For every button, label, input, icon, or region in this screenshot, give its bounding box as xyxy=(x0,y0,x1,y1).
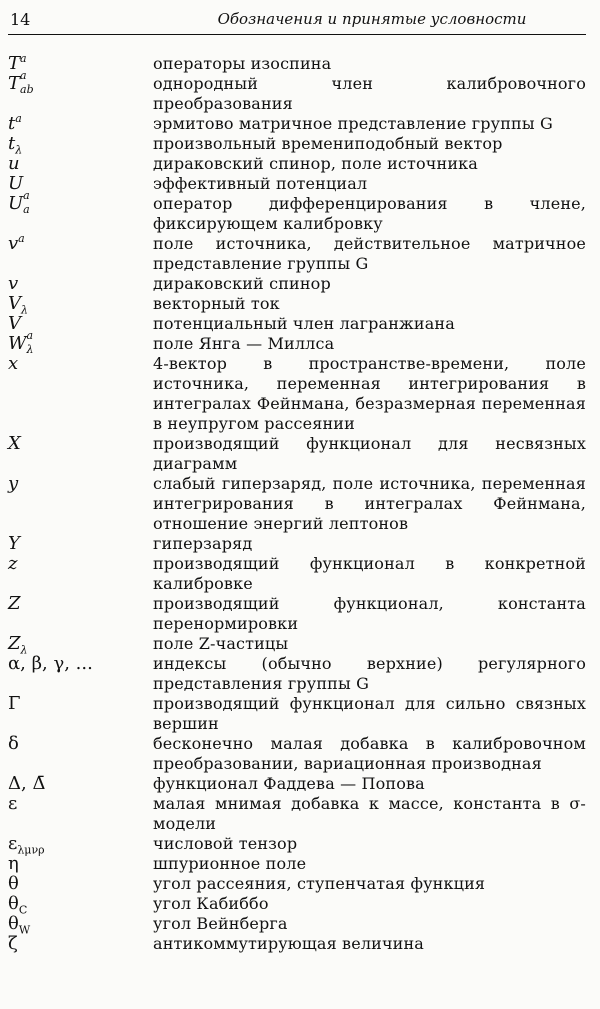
symbol-base: t xyxy=(8,113,16,134)
notation-symbol xyxy=(8,54,153,74)
notation-symbol xyxy=(8,774,153,794)
symbol-indices xyxy=(26,329,41,356)
notation-symbol xyxy=(8,633,153,657)
symbol-base: t xyxy=(8,133,16,154)
symbol-subscript: λ xyxy=(15,143,23,157)
notation-symbol xyxy=(8,154,153,174)
notation-description: оператор дифференцирования в члене, фиксирующем калибровку xyxy=(153,194,586,233)
notation-description: поле источника, действительное матричное представление группы G xyxy=(153,234,586,273)
notation-description: однородный член калибровочного преобразования xyxy=(153,74,586,113)
notation-entry xyxy=(8,314,586,334)
notation-symbol xyxy=(8,913,153,937)
notation-entry xyxy=(8,833,586,857)
symbol-subscript: λ xyxy=(21,303,28,317)
symbol-base: θ xyxy=(8,873,19,894)
symbol-base: Z xyxy=(8,633,21,654)
symbol-base: U xyxy=(8,173,24,194)
notation-entry xyxy=(8,133,586,157)
notation-description: производящий функционал в конкретной калибровке xyxy=(153,554,586,593)
notation-symbol xyxy=(8,189,153,216)
notation-description: антикоммутирующая величина xyxy=(153,934,425,953)
notation-entry xyxy=(8,54,586,74)
notation-symbol xyxy=(8,694,153,714)
notation-symbol xyxy=(8,234,153,254)
symbol-base: Γ xyxy=(8,693,21,714)
notation-entry xyxy=(8,114,586,134)
symbol-subscript: ab xyxy=(20,83,34,96)
notation-description: малая мнимая добавка к массе, константа в σ-модели xyxy=(153,794,586,833)
symbol-base: V xyxy=(8,313,21,334)
notation-entry xyxy=(8,913,586,937)
notation-description: угол рассеяния, ступенчатая функция xyxy=(153,874,486,893)
symbol-superscript: a xyxy=(20,52,27,65)
notation-list xyxy=(8,54,586,954)
notation-symbol xyxy=(8,794,153,814)
symbol-base: u xyxy=(8,153,20,174)
notation-entry xyxy=(8,189,586,234)
notation-description: угол Вейнберга xyxy=(153,914,288,933)
notation-description: поле Янга — Миллса xyxy=(153,334,335,353)
notation-entry xyxy=(8,934,586,954)
notation-symbol xyxy=(8,114,153,134)
notation-entry xyxy=(8,893,586,917)
notation-description: угол Кабиббо xyxy=(153,894,269,913)
notation-symbol xyxy=(8,534,153,554)
symbol-superscript: a xyxy=(18,232,25,245)
notation-entry xyxy=(8,694,586,734)
notation-description: дираковский спинор, поле источника xyxy=(153,154,478,173)
notation-symbol xyxy=(8,934,153,954)
notation-description: векторный ток xyxy=(153,294,280,313)
notation-description: числовой тензор xyxy=(153,834,298,853)
notation-description: эффективный потенциал xyxy=(153,174,368,193)
symbol-base: T xyxy=(8,73,21,94)
notation-entry xyxy=(8,554,586,594)
symbol-superscript: a xyxy=(20,69,27,82)
symbol-base: θ xyxy=(8,913,19,934)
symbol-indices xyxy=(23,189,37,216)
symbol-base: θ xyxy=(8,893,19,914)
notation-entry xyxy=(8,234,586,274)
symbol-base: x xyxy=(8,353,19,374)
notation-entry xyxy=(8,69,586,114)
notation-symbol xyxy=(8,554,153,574)
notation-symbol xyxy=(8,133,153,157)
page-number: 14 xyxy=(10,10,31,29)
notation-entry xyxy=(8,654,586,694)
symbol-base: ε xyxy=(8,793,18,814)
notation-symbol xyxy=(8,434,153,454)
symbol-base: Z xyxy=(8,593,21,614)
notation-description: поле Z-частицы xyxy=(153,634,289,653)
notation-entry xyxy=(8,794,586,834)
notation-symbol xyxy=(8,329,153,356)
symbol-superscript: a xyxy=(15,112,22,125)
notation-entry xyxy=(8,594,586,634)
symbol-base: α, β, γ, ... xyxy=(8,653,93,674)
notation-description: гиперзаряд xyxy=(153,534,253,553)
notation-symbol xyxy=(8,174,153,194)
symbol-subscript: W xyxy=(18,923,31,937)
notation-entry xyxy=(8,293,586,317)
notation-symbol xyxy=(8,354,153,374)
notation-entry xyxy=(8,874,586,894)
symbol-subscript: λ xyxy=(26,343,34,356)
notation-description: слабый гиперзаряд, поле источника, переменная интегрирования в интегралах Фейнмана, отношение энергий лептонов xyxy=(153,474,586,533)
notation-description: эрмитово матричное представление группы G xyxy=(153,114,553,133)
symbol-subscript: λμνρ xyxy=(17,843,45,857)
notation-symbol xyxy=(8,69,153,96)
symbol-base: δ xyxy=(8,733,19,754)
notation-entry xyxy=(8,734,586,774)
symbol-superscript: a xyxy=(26,329,34,342)
symbol-base: W xyxy=(8,333,27,354)
notation-symbol xyxy=(8,833,153,857)
symbol-base: y xyxy=(8,473,19,494)
symbol-base: v xyxy=(8,273,19,294)
notation-entry xyxy=(8,534,586,554)
notation-symbol xyxy=(8,474,153,494)
symbol-superscript: a xyxy=(23,189,30,202)
page-header xyxy=(8,6,586,35)
notation-symbol xyxy=(8,893,153,917)
notation-entry xyxy=(8,434,586,474)
notation-symbol xyxy=(8,734,153,754)
notation-description: операторы изоспина xyxy=(153,54,332,73)
symbol-base: v xyxy=(8,233,19,254)
symbol-subscript: a xyxy=(23,203,30,216)
notation-entry xyxy=(8,474,586,534)
notation-description: 4-вектор в пространстве-времени, поле источника, переменная интегрирования в интегралах Фейнмана, безразмерная переменная в неупругом рассеянии xyxy=(153,354,586,433)
notation-symbol xyxy=(8,594,153,614)
notation-entry xyxy=(8,329,586,356)
notation-description: произвольный времениподобный вектор xyxy=(153,134,503,153)
notation-description: индексы (обычно верхние) регулярного представления группы G xyxy=(153,654,586,693)
symbol-base: Y xyxy=(8,533,20,554)
notation-entry xyxy=(8,774,586,794)
notation-symbol xyxy=(8,274,153,294)
symbol-subscript: C xyxy=(18,903,28,917)
notation-symbol xyxy=(8,874,153,894)
symbol-base: U xyxy=(8,193,24,214)
symbol-base: η xyxy=(8,853,19,874)
notation-description: производящий функционал для несвязных диаграмм xyxy=(153,434,586,473)
running-title: Обозначения и принятые условности xyxy=(217,10,527,28)
notation-entry xyxy=(8,274,586,294)
symbol-base: Δ, Δ̄ xyxy=(8,773,46,794)
notation-description: потенциальный член лагранжиана xyxy=(153,314,455,333)
notation-description: дираковский спинор xyxy=(153,274,331,293)
symbol-base: X xyxy=(8,433,21,454)
notation-description: функционал Фаддева — Попова xyxy=(153,774,425,793)
notation-symbol xyxy=(8,293,153,317)
notation-entry xyxy=(8,354,586,434)
symbol-subscript: λ xyxy=(20,643,28,657)
notation-entry xyxy=(8,854,586,874)
notation-entry xyxy=(8,633,586,657)
notation-symbol xyxy=(8,654,153,674)
symbol-base: V xyxy=(8,293,21,314)
symbol-base: ζ xyxy=(8,933,18,954)
symbol-base: T xyxy=(8,53,21,74)
notation-description: бесконечно малая добавка в калибровочном преобразовании, вариационная производная xyxy=(153,734,586,773)
symbol-base: z xyxy=(8,553,18,574)
symbol-base: ε xyxy=(8,833,18,854)
notation-description: шпурионное поле xyxy=(153,854,307,873)
symbol-indices xyxy=(20,69,34,96)
notation-description: производящий функционал для сильно связных вершин xyxy=(153,694,586,733)
notation-description: производящий функционал, константа перенормировки xyxy=(153,594,586,633)
notation-symbol xyxy=(8,854,153,874)
notation-entry xyxy=(8,174,586,194)
notation-entry xyxy=(8,154,586,174)
